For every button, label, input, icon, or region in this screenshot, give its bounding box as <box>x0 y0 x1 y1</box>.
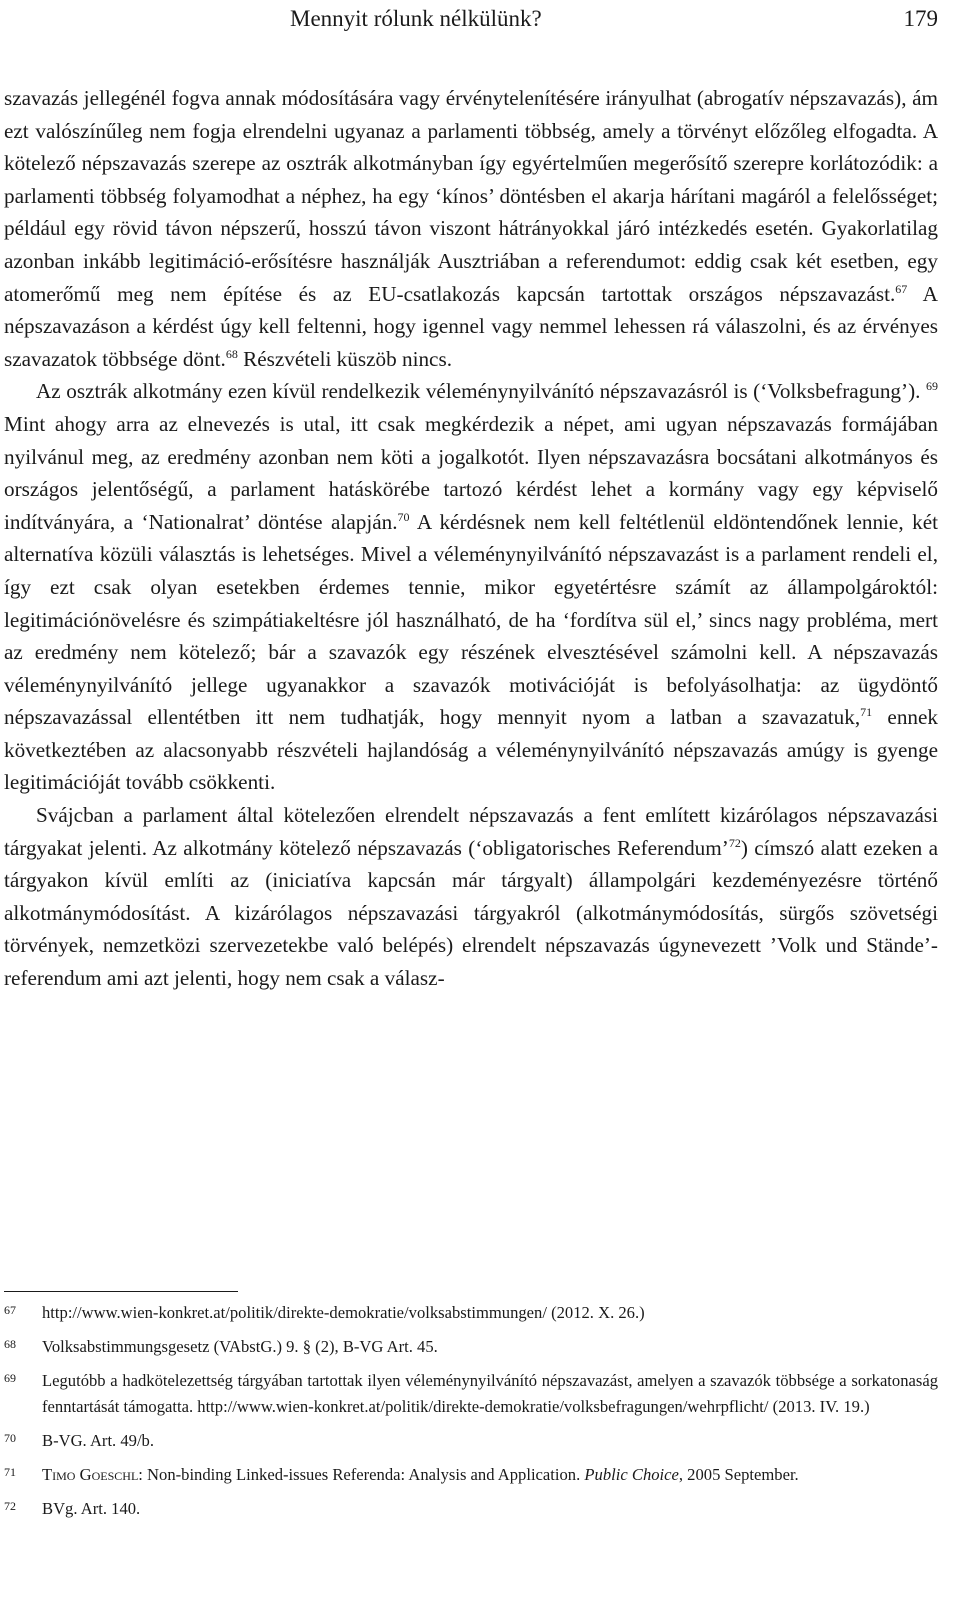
paragraph <box>4 375 938 799</box>
footnote-number: 72 <box>4 1499 16 1513</box>
footnote-text: BVg. Art. 140. <box>42 1499 141 1518</box>
journal-title: Public Choice <box>584 1465 679 1484</box>
paragraph <box>4 799 938 995</box>
footnote-ref: 69 <box>926 379 938 394</box>
text-run: Az osztrák alkotmány ezen kívül rendelkezik véleménynyilvánító népszavazásról is (‘Volksbefragung’). <box>36 379 926 404</box>
text-run: : Non-binding Linked-issues Referenda: Analysis and Application. <box>138 1465 585 1484</box>
footnote-author: Timo Goeschl <box>42 1465 139 1484</box>
text-run: ) címszó alatt ezeken a tárgyakon kívül említi az (iniciatíva kapcsán már tárgyalt) állampolgári kezdeményezésre történő alkotmánymódosítást. A kizárólagos népszavazási tárgyakról (alkotmánymódosítás, sürgős szövetségi törvények, nemzetközi szervezetekbe való belépés) elrendelt népszavazás úgynevezett ’Volk und Stände’-referendum ami azt jelenti, hogy nem csak a válasz- <box>4 835 939 991</box>
footnote-text: Legutóbb a hadkötelezettség tárgyában tartottak ilyen véleménynyilvánító népszavazást, amelyen a szavazók többsége a sorkatonaság fenntartását támogatta. http://www.wien-konkret.at/politik/direkte-demokratie/volksbefragungen/wehrpflicht/ (2013. IV. 19.) <box>42 1371 938 1416</box>
footnote-number: 67 <box>4 1303 16 1317</box>
footnote-text: Volksabstimmungsgesetz (VAbstG.) 9. § (2), B-VG Art. 45. <box>42 1337 438 1356</box>
text-run: ennek következtében az alacsonyabb részvételi hajlandóság a véleménynyilvánító népszavazás amúgy is gyenge legitimációját tovább csökkenti. <box>4 705 939 795</box>
footnotes <box>4 1300 938 1530</box>
footnote <box>4 1496 938 1522</box>
text-run: A népszavazáson a kérdést úgy kell feltenni, hogy igennel vagy nemmel lehessen rá válaszolni, és az érvényes szavazatok többsége dönt. <box>4 281 938 371</box>
footnote <box>4 1334 938 1360</box>
footnote-ref: 68 <box>225 346 238 361</box>
footnote-text: http://www.wien-konkret.at/politik/direkte-demokratie/volksabstimmungen/ (2012. X. 26.) <box>42 1303 645 1322</box>
page-number: 179 <box>903 6 938 31</box>
text-run: A kérdésnek nem kell feltétlenül eldöntendőnek lennie, két alternatíva közüli választás is lehetséges. Mivel a véleménynyilvánító népszavazást is a parlament rendeli el, így ezt csak olyan esetekben érdemes tennie, mikor egyetértésre számít az állampolgároktól: legitimációnövelésre és szimpátiakeltésre jól használható, de ha ‘fordítva sül el,’ sincs nagy probléma, mert az eredmény nem kötelező; bár a szavazók egy részének elvesztésével számolni kell. A népszavazás véleménynyilvánító jellege ugyanakkor a szavazók motivációját is befolyásolhatja: az ügydöntő népszavazással ellentétben itt nem tudhatják, hogy mennyit nyom a latban a szavazatuk, <box>4 509 938 730</box>
footnote-ref: 71 <box>860 705 873 720</box>
text-run: Részvételi küszöb nincs. <box>237 346 452 371</box>
footnote-number: 71 <box>4 1465 16 1479</box>
footnote-ref: 70 <box>397 509 410 524</box>
body-text <box>4 82 938 995</box>
footnote <box>4 1368 938 1420</box>
footnote-number: 69 <box>4 1371 16 1385</box>
text-run: , 2005 September. <box>678 1465 799 1484</box>
running-title: Mennyit rólunk nélkülünk? <box>290 6 542 31</box>
running-header <box>0 2 960 36</box>
footnote-divider <box>4 1291 238 1292</box>
footnote-text <box>42 1462 938 1488</box>
footnote <box>4 1428 938 1454</box>
footnote-ref: 67 <box>895 281 908 296</box>
footnote <box>4 1300 938 1326</box>
text-run: Svájcban a parlament által kötelezően elrendelt népszavazás a fent említett kizárólagos népszavazási tárgyakat jelenti. Az alkotmány kötelező népszavazás (‘obligatorisches Referendum’ <box>4 803 938 860</box>
footnote-number: 68 <box>4 1337 16 1351</box>
footnote-ref: 72 <box>728 835 741 850</box>
paragraph <box>4 82 938 375</box>
footnote <box>4 1462 938 1488</box>
footnote-number: 70 <box>4 1431 16 1445</box>
footnote-text: B-VG. Art. 49/b. <box>42 1431 155 1450</box>
text-run: szavazás jellegénél fogva annak módosítására vagy érvénytelenítésére irányulhat (abrogatív népszavazás), ám ezt valószínűleg nem fogja elrendelni ugyanaz a parlamenti többség, amely a törvényt előzőleg elfogadta. A kötelező népszavazás szerepe az osztrák alkotmányban így egyértelműen megerősítő szerepre korlátozódik: a parlamenti többség folyamodhat a néphez, ha egy ‘kínos’ döntésben el akarja hárítani magáról a felelősséget; például egy rövid távon népszerű, hosszú távon viszont hátrányokkal járó intézkedés esetén. Gyakorlatilag azonban inkább legitimáció-erősítésre használják Ausztriában a referendumot: eddig csak két esetben, egy atomerőmű meg nem építése és az EU-csatlakozás kapcsán tartottak országos népszavazást. <box>4 86 938 306</box>
text-run: Mint ahogy arra az elnevezés is utal, itt csak megkérdezik a népet, ami ugyan népszavazás formájában nyilvánul meg, az eredmény azonban nem köti a jogalkotót. Ilyen népszavazásra bocsátani alkotmányos és országos jelentőségű, a parlament hatáskörébe tartozó kérdést lehet a kormány vagy egy képviselő indítványára, a ‘Nationalrat’ döntése alapján. <box>4 411 938 534</box>
